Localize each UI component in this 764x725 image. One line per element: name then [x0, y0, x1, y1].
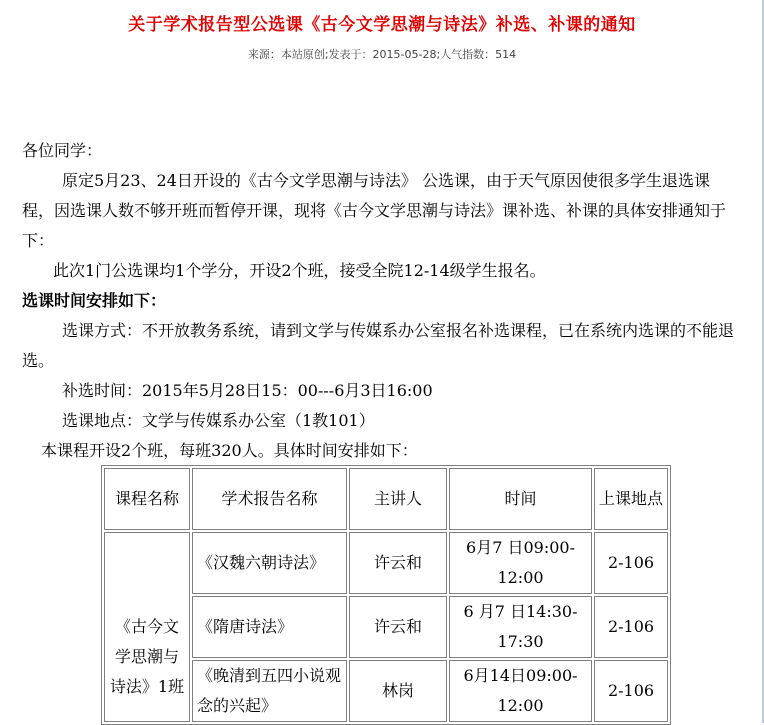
- report-cell: 《晚清到五四小说观念的兴起》: [192, 660, 347, 722]
- article-title: 关于学术报告型公选课《古今文学思潮与诗法》补选、补课的通知: [128, 15, 636, 35]
- place-cell: 2-106: [594, 532, 668, 594]
- place-cell: 2-106: [594, 596, 668, 658]
- schedule-table: [101, 465, 671, 725]
- time-cell: 6 月7 日14:30-17:30: [449, 596, 592, 658]
- paragraph-intro: 原定5月23、24日开设的《古今文学思潮与诗法》 公选课，由于天气原因使很多学生退选课程，因选课人数不够开班而暂停开课，现将《古今文学思潮与诗法》课补选、补课的具体安排通知于下：: [22, 171, 727, 250]
- table-header-row: [104, 468, 668, 530]
- section-heading: 选课时间安排如下：: [22, 291, 167, 310]
- report-cell: 《隋唐诗法》: [192, 596, 347, 658]
- article-meta: 来源：本站原创;发表于：2015-05-28;人气指数：514: [247, 48, 517, 61]
- speaker-cell: 许云和: [349, 532, 447, 594]
- speaker-cell: 林岗: [349, 660, 447, 722]
- header-course: 课程名称: [104, 468, 190, 530]
- report-cell: 《汉魏六朝诗法》: [192, 532, 347, 594]
- course-name-cell: 《古今文学思潮与诗法》1班: [104, 532, 190, 722]
- paragraph-credits: 此次1门公选课均1个学分，开设2个班，接受全院12-14级学生报名。: [53, 261, 546, 280]
- time-cell: 6月7 日09:00-12:00: [449, 532, 592, 594]
- place-cell: 2-106: [594, 660, 668, 722]
- time-cell: 6月14日09:00-12:00: [449, 660, 592, 722]
- header-time: 时间: [449, 468, 592, 530]
- table-row: [104, 532, 668, 594]
- header-speaker: 主讲人: [349, 468, 447, 530]
- paragraph-method: 选课方式：不开放教务系统，请到文学与传媒系办公室报名补选课程，已在系统内选课的不能退选。: [22, 321, 735, 370]
- paragraph-classes: 本课程开设2个班，每班320人。具体时间安排如下：: [41, 441, 418, 460]
- article-body: [22, 136, 734, 466]
- paragraph-time: 补选时间：2015年5月28日15：00---6月3日16:00: [62, 381, 433, 400]
- greeting: 各位同学：: [22, 141, 103, 160]
- paragraph-location: 选课地点：文学与传媒系办公室（1教101）: [62, 411, 375, 430]
- header-place: 上课地点: [594, 468, 668, 530]
- speaker-cell: 许云和: [349, 596, 447, 658]
- header-report: 学术报告名称: [192, 468, 347, 530]
